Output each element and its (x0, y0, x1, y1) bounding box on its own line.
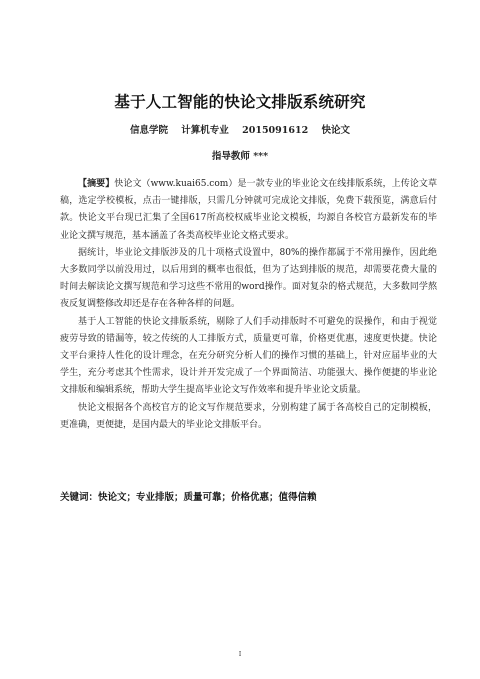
keywords-line: 关键词：快论文；专业排版；质量可靠；价格优惠；值得信赖 (60, 492, 317, 503)
advisor-line: 指导教师 *** (211, 151, 269, 162)
byline-author: 快论文 (321, 125, 351, 136)
byline-college: 信息学院 (129, 125, 168, 136)
author-byline (0, 122, 480, 136)
byline-major: 计算机专业 (181, 125, 229, 136)
body-paragraph: 基于人工智能的快论文排版系统，剔除了人们手动排版时不可避免的误操作，和由于视觉疲劳导致的错漏等，较之传统的人工排版方式，质量更可靠，价格更优惠，速度更快捷。快论文平台秉持人性化的设计理念，在充分研究分析人们的操作习惯的基础上，针对应届毕业的大学生，充分考虑其个性需求，设计并开发完成了一个界面简洁、功能强大、操作便捷的毕业论文排版和编辑系统，帮助大学生提高毕业论文写作效率和提升毕业论文质量。 (60, 316, 437, 396)
page-number: I (238, 650, 242, 658)
body-paragraph: 快论文根据各个高校官方的论文写作规范要求，分别构建了属于各高校自己的定制模板，更准确，更便捷，是国内最大的毕业论文排版平台。 (60, 402, 437, 430)
byline-student-id: 2015091612 (242, 125, 309, 136)
abstract-label: 【摘要】 (78, 179, 115, 189)
paragraph-text: 快论文（www.kuai65.com）是一款专业的毕业论文在线排版系统，上传论文草稿，选定学校模板，点击一键排版，只需几分钟就可完成论文排版，免费下载预览，满意后付款。快论文平台现已汇集了全国617所高校权威毕业论文模板，均源自各校官方最新发布的毕业论文撰写规范，基本涵盖了各类高校毕业论文格式要求。 (60, 179, 437, 241)
abstract-paragraph (60, 176, 437, 245)
body-paragraph: 据统计，毕业论文排版涉及的几十项格式设置中，80%的操作都属于不常用操作，因此绝大多数同学以前没用过，以后用到的概率也很低，但为了达到排版的规范，却需要花费大量的时间去解读论文撰写规范和学习这些不常用的word操作。面对复杂的格式规范，大多数同学熬夜反复调整修改却还是存在各种各样的问题。 (60, 247, 437, 310)
abstract-body (60, 176, 437, 434)
paper-title: 基于人工智能的快论文排版系统研究 (114, 93, 366, 111)
